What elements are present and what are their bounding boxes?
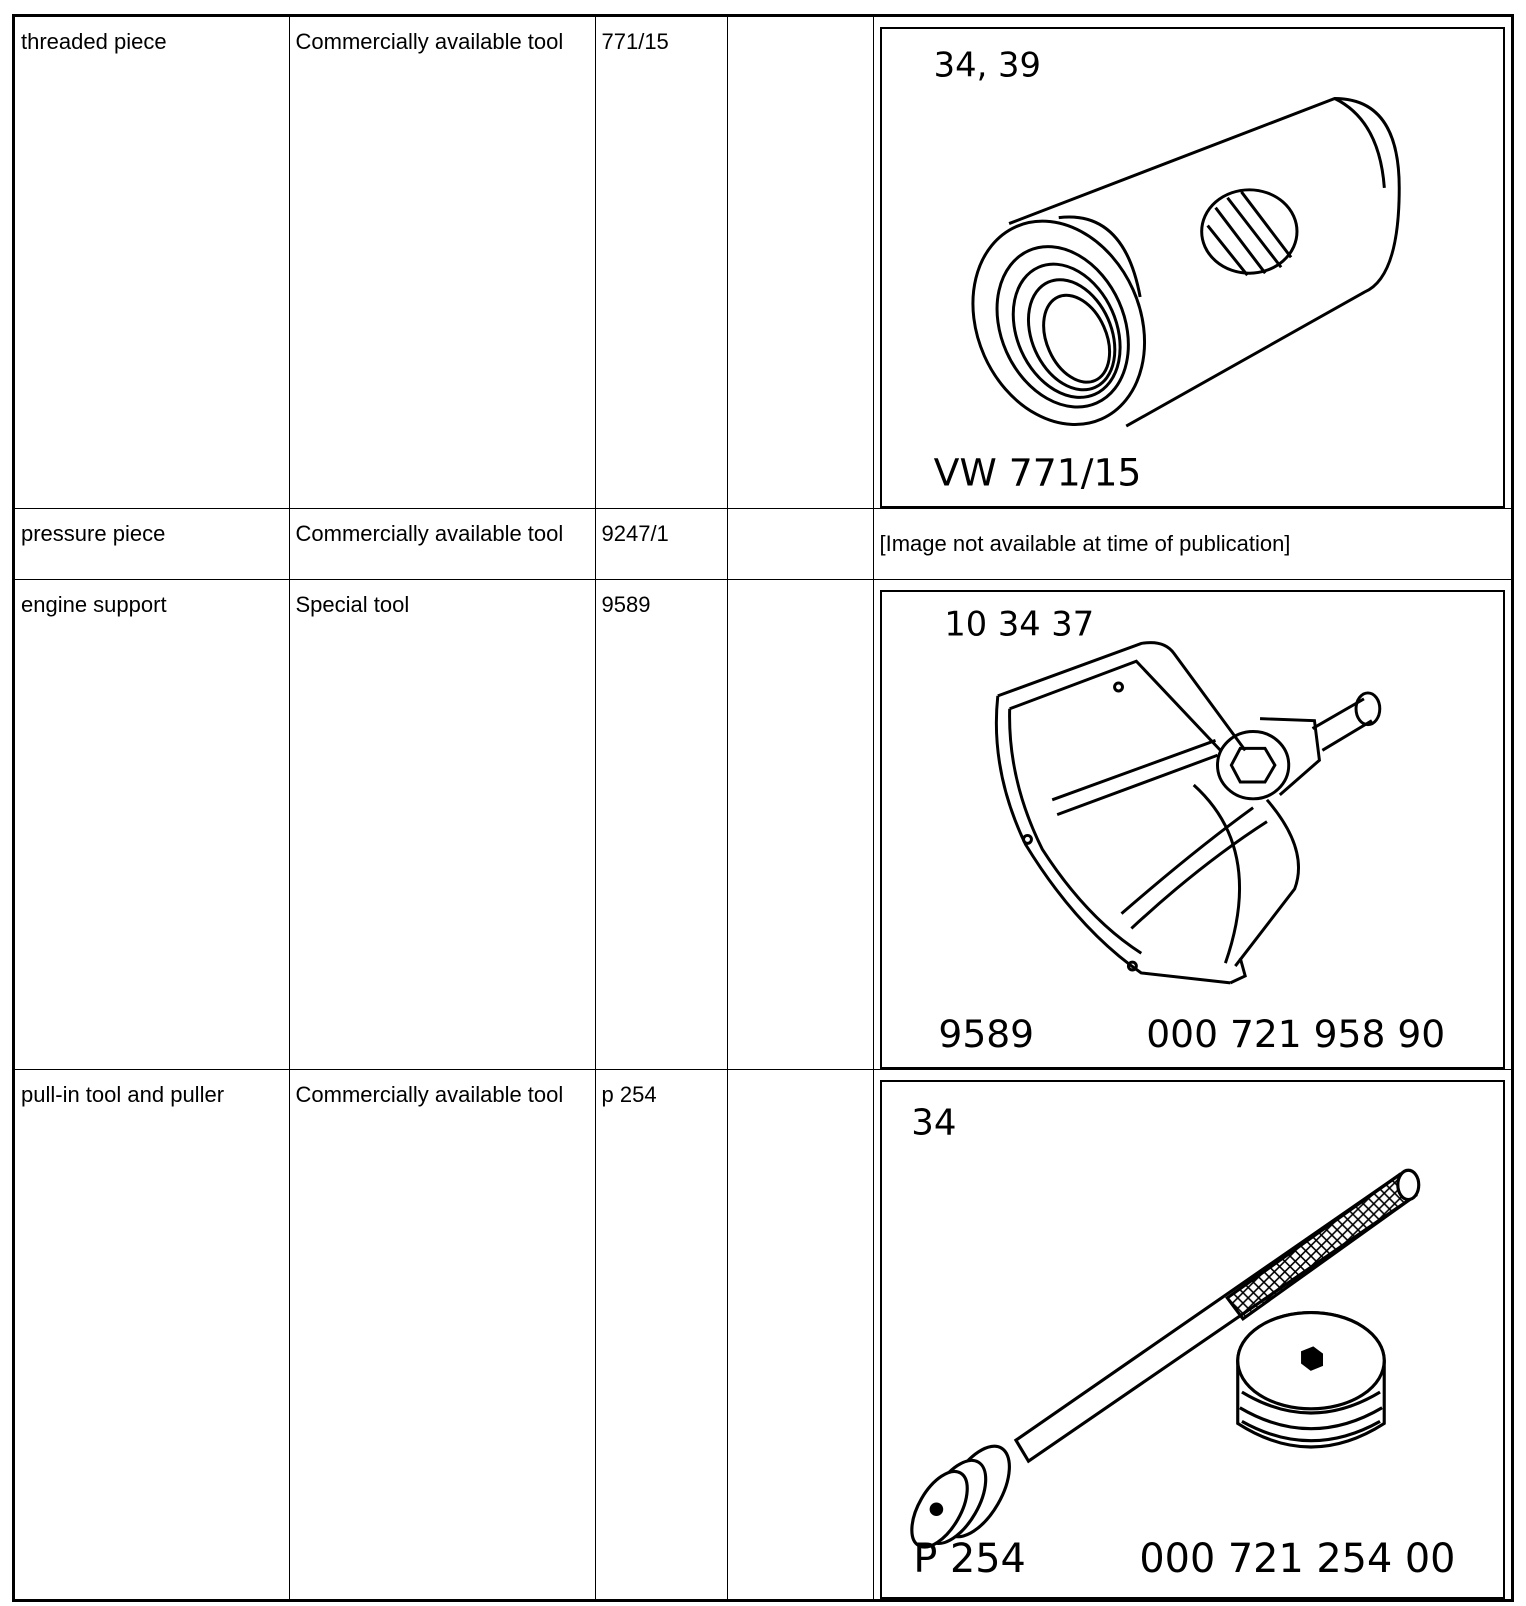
tool-table-sheet (12, 14, 1514, 1602)
threaded-piece-drawing-icon (882, 29, 1504, 506)
engine-support-drawing-icon (882, 592, 1504, 1067)
tool-name-cell: threaded piece (15, 17, 289, 508)
figure-bottom-right-label: 000 721 254 00 (1138, 1535, 1455, 1582)
tool-notes-cell (727, 1069, 873, 1599)
tool-number-cell: 9247/1 (595, 508, 727, 579)
table-row (15, 1069, 1511, 1599)
figure-bottom-left-label: 9589 (937, 1011, 1034, 1056)
tool-number-cell: 9589 (595, 579, 727, 1069)
tool-name-cell: pull-in tool and puller (15, 1069, 289, 1599)
table-row (15, 17, 1511, 508)
tool-figure-frame (880, 27, 1506, 508)
tool-image-cell (873, 1069, 1511, 1599)
figure-top-label: 10 34 37 (943, 604, 1094, 644)
tool-number-cell: p 254 (595, 1069, 727, 1599)
threaded-piece-icon (941, 98, 1399, 452)
table-row (15, 508, 1511, 579)
tool-image-cell (873, 17, 1511, 508)
tool-notes-cell (727, 508, 873, 579)
figure-bottom-left-label: P 254 (912, 1535, 1026, 1582)
tool-image-unavailable-note: [Image not available at time of publication] (873, 508, 1511, 579)
tool-type-cell: Commercially available tool (289, 17, 595, 508)
table-row (15, 579, 1511, 1069)
tool-figure-frame (880, 590, 1506, 1069)
figure-top-label: 34 (910, 1102, 957, 1144)
pull-in-tool-icon (900, 1170, 1418, 1556)
figure-top-label: 34, 39 (933, 45, 1041, 85)
figure-bottom-left-label: VW 771/15 (933, 450, 1141, 495)
tool-image-cell (873, 579, 1511, 1069)
engine-support-icon (996, 642, 1379, 982)
tool-type-cell: Special tool (289, 579, 595, 1069)
tool-notes-cell (727, 579, 873, 1069)
pull-in-tool-drawing-icon (882, 1082, 1504, 1598)
tool-type-cell: Commercially available tool (289, 1069, 595, 1599)
figure-bottom-right-label: 000 721 958 90 (1145, 1011, 1445, 1056)
tool-name-cell: pressure piece (15, 508, 289, 579)
tool-figure-frame (880, 1080, 1506, 1600)
tool-notes-cell (727, 17, 873, 508)
tool-name-cell: engine support (15, 579, 289, 1069)
tool-type-cell: Commercially available tool (289, 508, 595, 579)
tool-number-cell: 771/15 (595, 17, 727, 508)
special-tools-table (15, 17, 1511, 1599)
